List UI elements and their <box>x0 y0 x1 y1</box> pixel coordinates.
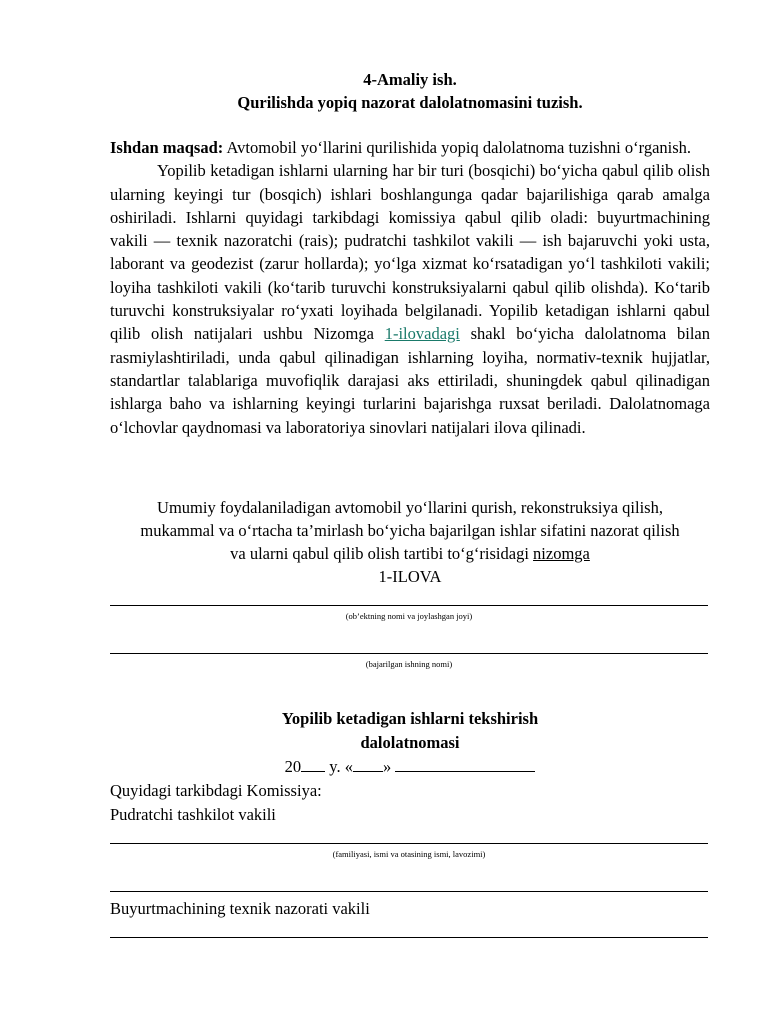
contractor-representative-label: Pudratchi tashkilot vakili <box>110 805 276 824</box>
main-paragraph <box>110 159 710 439</box>
work-name-line <box>110 653 708 654</box>
goal-paragraph <box>110 136 710 159</box>
day-blank <box>353 757 383 772</box>
goal-label: Ishdan maqsad: <box>110 138 224 157</box>
act-date-quote-close: » <box>382 757 392 776</box>
contractor-name-line <box>110 843 708 844</box>
act-title-line-1: Yopilib ketadigan ishlarni tekshirish <box>281 709 539 728</box>
annex-header-line-2: mukammal va o‘rtacha ta’mirlash bo‘yicha bajarilgan ishlar sifatini nazorat qilish <box>140 521 680 540</box>
object-name-caption: (ob’ektning nomi va joylashgan joyi) <box>345 611 473 621</box>
work-name-caption: (bajarilgan ishning nomi) <box>365 659 453 669</box>
act-date-day-prefix: y. « <box>329 757 353 776</box>
practical-work-title: Qurilishda yopiq nazorat dalolatnomasini tuzish. <box>237 93 583 112</box>
annex-label: 1-ILOVA <box>378 567 442 586</box>
commission-intro: Quyidagi tarkibdagi Komissiya: <box>110 781 322 800</box>
object-name-line <box>110 605 708 606</box>
month-blank <box>395 757 535 772</box>
contractor-second-line <box>110 891 708 892</box>
annex-header-text: va ularni qabul qilib olish tartibi to‘g‘risidagi <box>230 544 529 563</box>
annex-link[interactable]: 1-ilovadagi <box>384 324 460 344</box>
goal-text: Avtomobil yo‘llarini qurilishida yopiq dalolatnoma tuzishni o‘rganish. <box>226 138 692 157</box>
practical-work-number: 4-Amaliy ish. <box>363 70 457 89</box>
person-caption: (familiyasi, ismi va otasining ismi, lavozimi) <box>332 849 486 859</box>
year-blank <box>301 757 325 772</box>
paragraph-text-before: Yopilib ketadigan ishlarni ularning har bir turi (bosqichi) bo‘yicha qabul qilib olish ularning keyingi tur (bosqich) ishlari boshlangunga qadar bajarilishiga qarab amalga oshiriladi. Ishlarni quyidagi tarkibdagi komissiya qabul qilib oladi: buyurtmachining vakili — texnik nazoratchi (rais); pudratchi tashkilot vakili — ish bajaruvchi yoki usta, laborant va geodezist (zarur hollarda); yo‘lga xizmat ko‘rsatadigan yo‘l tashkiloti vakili; loyiha tashkiloti vakili (ko‘tarib turuvchi konstruksiyalarni qabul qilib olishda). Ko‘tarib turuvchi konstruksiyalar ro‘yxati loyihada belgilanadi. Yopilib ketadigan ishlarni qabul qilib olish natijalari ushbu Nizomga <box>110 161 710 344</box>
annex-header-line-1: Umumiy foydalaniladigan avtomobil yo‘llarini qurish, rekonstruksiya qilish, <box>157 498 663 517</box>
regulation-link[interactable]: nizomga <box>533 544 590 563</box>
customer-representative-label: Buyurtmachining texnik nazorati vakili <box>110 899 370 918</box>
act-date-line <box>110 755 710 779</box>
body-text <box>110 136 710 439</box>
annex-header-line-3 <box>110 542 710 566</box>
act-title-line-2: dalolatnomasi <box>360 733 460 752</box>
customer-name-line <box>110 937 708 938</box>
act-year-prefix: 20 <box>284 757 302 776</box>
paragraph-text-after: shakl bo‘yicha dalolatnoma bilan rasmiylashtiriladi, unda qabul qilinadigan ishlarning loyiha, normativ-texnik hujjatlar, standartlar talablariga muvofiqlik darajasi aks ettiriladi, shuningdek qabul qilinadigan ishlarga baho va ishlarning keyingi turlarini bajarishga ruxsat beriladi. Dalolatnomaga o‘lchovlar qaydnomasi va laboratoriya sinovlari natijalari ilova qilinadi. <box>110 324 711 437</box>
